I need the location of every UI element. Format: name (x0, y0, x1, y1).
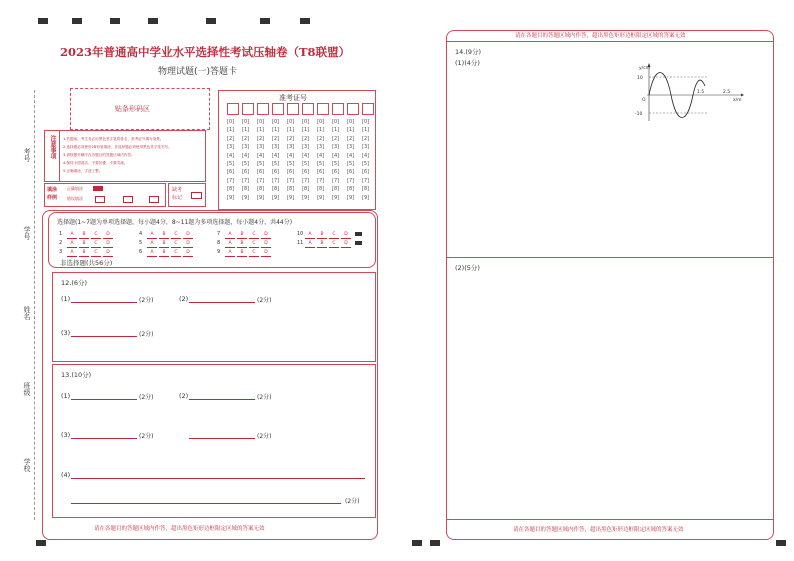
exam-id-bubble[interactable]: [4] (302, 152, 310, 159)
exam-id-bubble[interactable]: [2] (347, 135, 355, 142)
choice-bubble[interactable]: B (79, 232, 89, 239)
notes-line: 3.请按题号顺序在各题目的答题区域内作答。 (63, 153, 135, 157)
exam-id-bubble[interactable]: [1] (257, 127, 265, 134)
exam-id-bubble[interactable]: [7] (227, 177, 235, 184)
registration-mark (110, 18, 120, 24)
registration-mark (72, 18, 82, 24)
exam-id-bubble[interactable]: [9] (347, 194, 355, 201)
exam-id-bubble[interactable]: [3] (362, 144, 370, 151)
exam-id-bubble[interactable]: [2] (272, 135, 280, 142)
exam-id-bubble[interactable]: [0] (257, 119, 265, 125)
exam-id-bubble[interactable]: [4] (257, 152, 265, 159)
exam-id-bubble[interactable]: [3] (347, 144, 355, 151)
page-title: 2023年普通高中学业水平选择性考试压轴卷（T8联盟） (60, 45, 351, 59)
exam-id-bubble[interactable]: [5] (332, 161, 340, 167)
footer-note-top: 请在各题目的答题区域内作答，超出黑色矩形边框限定区域的答案无效 (515, 33, 686, 39)
choice-bubble[interactable]: D (261, 250, 271, 257)
exam-id-bubble[interactable]: [5] (347, 161, 355, 167)
choice-bubble[interactable]: C (329, 232, 339, 239)
choice-number: 11 (297, 240, 304, 246)
nonchoice-header: 非选择题(共56分) (60, 259, 113, 267)
exam-id-bubble[interactable]: [0] (242, 119, 250, 125)
exam-id-bubble[interactable]: [8] (257, 186, 265, 193)
exam-id-bubble[interactable]: [1] (317, 127, 325, 134)
choice-bubble[interactable]: D (103, 241, 113, 248)
choice-number: 4 (139, 231, 143, 237)
choice-bubble[interactable]: D (261, 232, 271, 239)
notes-box (44, 130, 206, 182)
choice-header: 选择题(1~7题为单项选择题，每小题4分，8~11题为多项选择题，每小题4分，共44分) (57, 219, 293, 226)
exam-id-bubble[interactable]: [0] (317, 119, 325, 125)
choice-number: 9 (217, 249, 221, 255)
exam-id-bubble[interactable]: [2] (257, 135, 265, 142)
exam-id-bubble[interactable]: [6] (302, 169, 310, 176)
exam-id-bubble[interactable]: [8] (302, 186, 310, 193)
exam-id-bubble[interactable]: [3] (332, 144, 340, 151)
registration-mark (430, 540, 440, 546)
choice-bubble[interactable]: C (171, 241, 181, 248)
exam-id-bubble[interactable]: [2] (287, 135, 295, 142)
choice-bubble[interactable]: C (91, 232, 101, 239)
exam-id-bubble[interactable]: [1] (272, 127, 280, 134)
exam-id-bubble[interactable]: [7] (287, 177, 295, 184)
choice-bubble[interactable]: B (159, 232, 169, 239)
choice-bubble[interactable]: D (183, 250, 193, 257)
exam-id-bubble[interactable]: [5] (362, 161, 370, 167)
fill-example-box (44, 183, 166, 207)
choice-bubble[interactable]: D (103, 232, 113, 239)
absent-checkbox[interactable] (191, 192, 202, 199)
q13-title: 13.(10分) (61, 371, 92, 379)
exam-id-digit-box[interactable] (317, 103, 329, 115)
exam-id-bubble[interactable]: [4] (227, 152, 235, 159)
divider (447, 519, 773, 520)
choice-bubble[interactable]: C (249, 250, 259, 257)
choice-bubble[interactable]: A (147, 241, 157, 248)
fill-wrong-sample (123, 196, 133, 203)
side-label-school: 学校 (23, 458, 31, 472)
exam-id-digit-box[interactable] (362, 103, 374, 115)
choice-bubble[interactable]: A (67, 241, 77, 248)
exam-id-bubble[interactable]: [5] (302, 161, 310, 167)
exam-id-bubble[interactable]: [5] (257, 161, 265, 167)
score-label: (2分) (139, 331, 154, 338)
exam-id-bubble[interactable]: [8] (227, 186, 235, 193)
exam-id-bubble[interactable]: [6] (332, 169, 340, 176)
choice-bubble[interactable]: D (183, 241, 193, 248)
exam-id-bubble[interactable]: [9] (362, 194, 370, 201)
exam-id-bubble[interactable]: [5] (227, 161, 235, 167)
graph-tick-1-5: 1.5 (697, 90, 705, 95)
choice-number: 7 (217, 231, 221, 237)
exam-id-bubble[interactable]: [5] (272, 161, 280, 167)
choice-bubble[interactable]: C (171, 232, 181, 239)
q14-part2: (2)(5分) (455, 264, 480, 272)
exam-id-bubble[interactable]: [4] (272, 152, 280, 159)
registration-mark (148, 18, 158, 24)
exam-id-bubble[interactable]: [0] (332, 119, 340, 125)
choice-bubble[interactable]: A (225, 241, 235, 248)
exam-id-digit-box[interactable] (272, 103, 284, 115)
exam-id-bubble[interactable]: [4] (287, 152, 295, 159)
choice-bubble[interactable]: B (79, 241, 89, 248)
notes-line: 4.保持卡面清洁，不要折叠、不要弄破。 (63, 161, 128, 165)
exam-id-bubble[interactable]: [3] (272, 144, 280, 151)
exam-id-bubble[interactable]: [1] (302, 127, 310, 134)
exam-id-bubble[interactable]: [1] (227, 127, 235, 134)
choice-number: 10 (297, 231, 304, 237)
divider (447, 41, 773, 42)
choice-number: 2 (59, 240, 63, 246)
choice-bubble[interactable]: B (237, 232, 247, 239)
choice-bubble[interactable]: A (305, 232, 315, 239)
exam-id-bubble[interactable]: [4] (317, 152, 325, 159)
exam-id-bubble[interactable]: [5] (287, 161, 295, 167)
choice-bubble[interactable]: A (67, 232, 77, 239)
fill-wrong-label: 错误填涂 (67, 196, 83, 201)
q13-part2: (2) (179, 392, 189, 400)
exam-id-bubble[interactable]: [4] (362, 152, 370, 159)
graph-ymax: 10 (637, 76, 643, 81)
exam-id-grid[interactable] (218, 90, 376, 210)
choice-bubble[interactable]: B (79, 250, 89, 257)
exam-id-bubble[interactable]: [9] (287, 194, 295, 201)
exam-id-bubble[interactable]: [7] (242, 177, 250, 184)
choice-bubble[interactable]: B (237, 250, 247, 257)
fill-wrong-sample (95, 196, 105, 203)
exam-id-bubble[interactable]: [7] (332, 177, 340, 184)
graph-tick-2-5: 2.5 (723, 90, 731, 95)
score-label: (2分) (257, 394, 272, 401)
graph-ymin: -10 (635, 112, 643, 117)
fill-correct-label: 正确填涂 (67, 186, 83, 191)
score-label: (2分) (139, 433, 154, 440)
exam-id-bubble[interactable]: [6] (272, 169, 280, 176)
score-label: (2分) (345, 498, 360, 505)
absent-box (168, 183, 206, 207)
exam-id-bubble[interactable]: [4] (332, 152, 340, 159)
exam-id-bubble[interactable]: [6] (347, 169, 355, 176)
exam-id-bubble[interactable]: [8] (317, 186, 325, 193)
choice-bubble[interactable]: A (305, 241, 315, 248)
choice-bubble[interactable]: C (91, 241, 101, 248)
q13-part3: (3) (61, 431, 71, 439)
notes-line: 2.选择题必须使用2B铅笔填涂，非选择题必须使用黑色签字笔书写。 (63, 145, 172, 149)
q12-title: 12.(6分) (61, 279, 88, 287)
notes-line: 1.答题前，考生务必用黑色签字笔将姓名、准考证号填写清楚。 (63, 137, 164, 141)
exam-id-bubble[interactable]: [9] (302, 194, 310, 201)
absent-label: 缺考标记 (172, 187, 183, 201)
footer-note-right: 请在各题目的答题区域内作答，超出黑色矩形边框限定区域的答案无效 (513, 527, 684, 533)
side-label-name: 姓名 (23, 306, 31, 320)
q12-part1: (1) (61, 295, 71, 303)
exam-id-bubble[interactable]: [0] (272, 119, 280, 125)
barcode-label: 贴条形码区 (115, 105, 150, 113)
graph-origin: O (642, 98, 646, 103)
exam-id-bubble[interactable]: [5] (242, 161, 250, 167)
graph-xlabel: x/m (733, 98, 742, 103)
choice-bubble[interactable]: A (67, 250, 77, 257)
exam-id-bubble[interactable]: [6] (242, 169, 250, 176)
divider (447, 257, 773, 258)
choice-bubble[interactable]: B (159, 241, 169, 248)
page-subtitle: 物理试题(一)答题卡 (158, 67, 238, 77)
choice-bubble[interactable]: D (341, 241, 351, 248)
exam-id-bubble[interactable]: [4] (347, 152, 355, 159)
exam-id-bubble[interactable]: [6] (287, 169, 295, 176)
exam-id-bubble[interactable]: [8] (287, 186, 295, 193)
choice-bubble[interactable]: A (147, 250, 157, 257)
wave-graph (627, 61, 747, 125)
score-label: (2分) (257, 297, 272, 304)
x-axis-arrow (741, 94, 744, 97)
exam-id-bubble[interactable]: [3] (287, 144, 295, 151)
exam-id-bubble[interactable]: [1] (287, 127, 295, 134)
exam-id-bubble[interactable]: [7] (302, 177, 310, 184)
exam-id-bubble[interactable]: [1] (347, 127, 355, 134)
exam-id-bubble[interactable]: [7] (257, 177, 265, 184)
exam-id-bubble[interactable]: [3] (257, 144, 265, 151)
q13-part4: (4) (61, 471, 71, 479)
choice-bubble[interactable]: D (341, 232, 351, 239)
exam-id-digit-box[interactable] (332, 103, 344, 115)
exam-id-bubble[interactable]: [2] (332, 135, 340, 142)
q12-part3: (3) (61, 329, 71, 337)
notes-label-cell (45, 131, 60, 181)
choice-bubble[interactable]: B (159, 250, 169, 257)
exam-id-label: 准考证号 (279, 94, 307, 102)
choice-number: 6 (139, 249, 143, 255)
registration-mark (412, 540, 422, 546)
exam-id-bubble[interactable]: [8] (362, 186, 370, 193)
exam-id-digit-box[interactable] (257, 103, 269, 115)
exam-id-bubble[interactable]: [6] (317, 169, 325, 176)
choice-bubble[interactable]: A (225, 232, 235, 239)
q13-part1: (1) (61, 392, 71, 400)
choice-bubble[interactable]: C (91, 250, 101, 257)
exam-id-bubble[interactable]: [4] (242, 152, 250, 159)
choice-bubble[interactable]: A (147, 232, 157, 239)
choice-bubble[interactable]: C (249, 241, 259, 248)
exam-id-bubble[interactable]: [1] (332, 127, 340, 134)
choice-bubble[interactable]: B (317, 232, 327, 239)
exam-id-bubble[interactable]: [0] (362, 119, 370, 125)
barcode-area (70, 88, 210, 130)
q14-title: 14.(9分) (455, 48, 482, 56)
choice-bubble[interactable]: D (103, 250, 113, 257)
exam-id-digit-box[interactable] (347, 103, 359, 115)
left-answer-frame (42, 210, 378, 540)
exam-id-bubble[interactable]: [3] (227, 144, 235, 151)
exam-id-bubble[interactable]: [0] (302, 119, 310, 125)
fill-correct-sample (93, 186, 103, 191)
exam-id-bubble[interactable]: [8] (347, 186, 355, 193)
right-answer-frame (446, 30, 774, 540)
exam-id-bubble[interactable]: [6] (362, 169, 370, 176)
choice-bubble[interactable]: B (317, 241, 327, 248)
choice-bubble[interactable]: C (329, 241, 339, 248)
exam-id-bubble[interactable]: [2] (302, 135, 310, 142)
registration-mark (300, 18, 310, 24)
fill-wrong-sample (149, 196, 159, 203)
exam-id-bubble[interactable]: [7] (272, 177, 280, 184)
score-label: (2分) (139, 394, 154, 401)
choice-bubble[interactable]: C (249, 232, 259, 239)
exam-id-bubble[interactable]: [9] (242, 194, 250, 201)
exam-id-bubble[interactable]: [3] (317, 144, 325, 151)
registration-mark (776, 540, 786, 546)
exam-id-bubble[interactable]: [7] (362, 177, 370, 184)
exam-id-bubble[interactable]: [8] (332, 186, 340, 193)
registration-mark (36, 540, 46, 546)
notes-label: 注意事项 (49, 135, 56, 159)
notes-line: 5.正确填涂，字迹工整。 (63, 169, 103, 173)
choice-number: 5 (139, 240, 143, 246)
cut-line (34, 90, 35, 520)
exam-id-bubble[interactable]: [2] (317, 135, 325, 142)
exam-id-bubble[interactable]: [2] (227, 135, 235, 142)
exam-id-bubble[interactable]: [5] (317, 161, 325, 167)
exam-id-bubble[interactable]: [0] (287, 119, 295, 125)
score-label: (2分) (139, 297, 154, 304)
registration-mark (206, 18, 216, 24)
side-label-kaohao: 考号 (23, 148, 31, 162)
choice-bubble[interactable]: D (183, 232, 193, 239)
exam-id-digit-box[interactable] (242, 103, 254, 115)
choice-bubble[interactable]: D (261, 241, 271, 248)
exam-id-digit-box[interactable] (227, 103, 239, 115)
registration-mark (260, 18, 270, 24)
exam-id-bubble[interactable]: [9] (227, 194, 235, 201)
choice-number: 3 (59, 249, 63, 255)
exam-id-bubble[interactable]: [8] (272, 186, 280, 193)
footer-note-left: 请在各题目的答题区域内作答，超出黑色矩形边框限定区域的答案无效 (94, 526, 265, 532)
exam-id-bubble[interactable]: [6] (227, 169, 235, 176)
graph-ylabel: y/cm (639, 66, 651, 71)
choice-bubble[interactable]: B (237, 241, 247, 248)
choice-bubble[interactable]: C (171, 250, 181, 257)
exam-id-bubble[interactable]: [6] (257, 169, 265, 176)
q14-part1: (1)(4分) (455, 59, 480, 67)
exam-id-bubble[interactable]: [0] (227, 119, 235, 125)
exam-id-digit-box[interactable] (302, 103, 314, 115)
choice-number: 8 (217, 240, 221, 246)
exam-id-bubble[interactable]: [9] (332, 194, 340, 201)
exam-id-bubble[interactable]: [1] (362, 127, 370, 134)
choice-number: 1 (59, 231, 63, 237)
exam-id-bubble[interactable]: [2] (362, 135, 370, 142)
exam-id-bubble[interactable]: [3] (302, 144, 310, 151)
exam-id-bubble[interactable]: [9] (257, 194, 265, 201)
exam-id-bubble[interactable]: [3] (242, 144, 250, 151)
registration-mark (38, 18, 48, 24)
exam-id-bubble[interactable]: [7] (317, 177, 325, 184)
exam-id-bubble[interactable]: [8] (242, 186, 250, 193)
choice-bubble[interactable]: A (225, 250, 235, 257)
score-label: (2分) (257, 433, 272, 440)
exam-id-bubble[interactable]: [2] (242, 135, 250, 142)
exam-id-bubble[interactable]: [1] (242, 127, 250, 134)
exam-id-digit-box[interactable] (287, 103, 299, 115)
q12-part2: (2) (179, 295, 189, 303)
exam-id-bubble[interactable]: [9] (317, 194, 325, 201)
side-label-class: 班级 (23, 382, 31, 396)
fill-example-label: 填涂样例 (47, 187, 58, 201)
exam-id-bubble[interactable]: [0] (347, 119, 355, 125)
exam-id-bubble[interactable]: [7] (347, 177, 355, 184)
exam-id-bubble[interactable]: [9] (272, 194, 280, 201)
side-label-xuehao: 学号 (23, 226, 31, 240)
